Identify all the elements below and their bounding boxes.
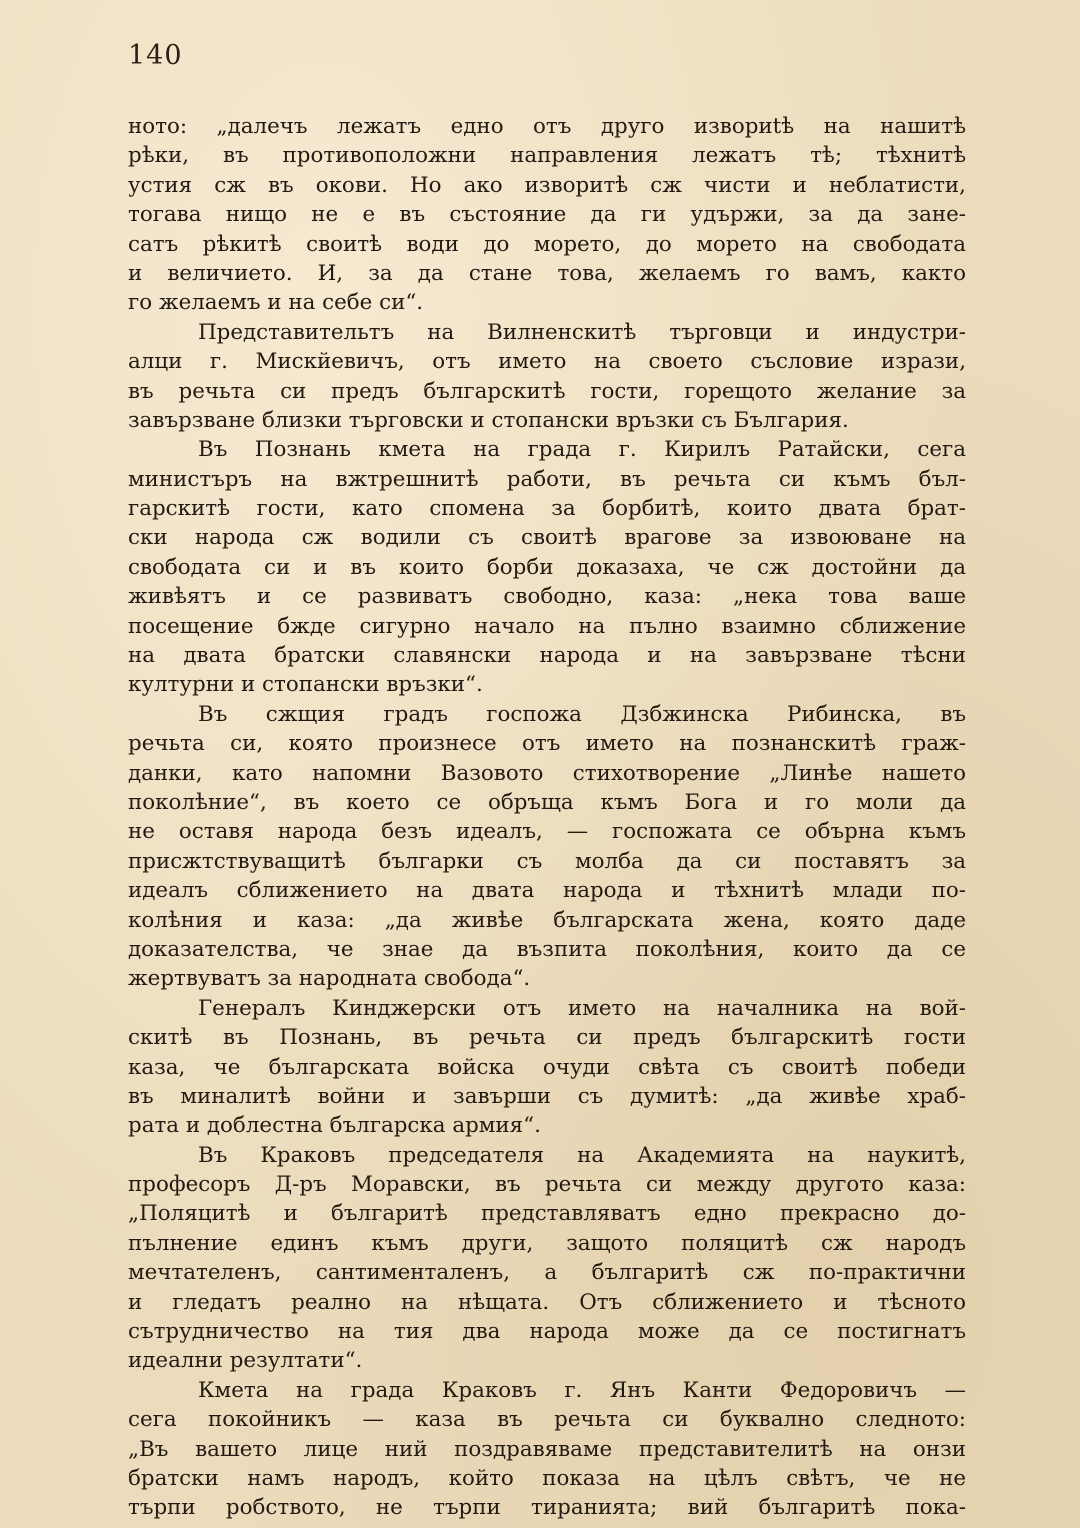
- text-line: Генералъ Кинджерски отъ името на началника на вой-: [198, 995, 966, 1021]
- text-line: данки, като напомни Вазовото стихотворение „Линѣе нашето: [128, 760, 966, 786]
- body-text: [128, 112, 966, 1523]
- text-line: го желаемъ и на себе си“.: [128, 290, 424, 316]
- text-line: завързване близки търговски и стопански връзки съ България.: [128, 407, 849, 433]
- text-line: жертвуватъ за народната свобода“.: [128, 966, 531, 992]
- text-line: колѣния и каза: „да живѣе българската жена, която даде: [128, 907, 966, 933]
- text-line: професоръ Д-ръ Моравски, въ речьта си между другото каза:: [128, 1172, 966, 1198]
- text-line: Въ Познань кмета на града г. Кирилъ Ратайски, сега: [198, 437, 966, 463]
- text-line: Представительтъ на Вилненскитѣ търговци и индустри-: [198, 319, 966, 345]
- text-line: търпи робството, не търпи тиранията; вий българитѣ пока-: [128, 1495, 966, 1521]
- text-line: сатъ рѣкитѣ своитѣ води до морето, до морето на свободата: [128, 231, 966, 257]
- text-line: свободата си и въ които борби доказаха, че сж достойни да: [128, 554, 966, 580]
- text-line: на двата братски славянски народа и на завързване тѣсни: [128, 643, 966, 669]
- text-line: ното: „далечъ лежатъ едно отъ друго извориtѣ на нашитѣ: [128, 114, 966, 139]
- text-line: гарскитѣ гости, като спомена за борбитѣ, които двата брат-: [128, 496, 966, 522]
- text-line: Въ Краковъ председателя на Академията на наукитѣ,: [198, 1142, 966, 1168]
- text-line: сътрудничество на тия два народа може да се постигнатъ: [128, 1319, 966, 1345]
- text-line: поколѣние“, въ което се обръща къмъ Бога и го моли да: [128, 789, 966, 815]
- text-line: не оставя народа безъ идеалъ, — госпожата се обърна къмъ: [128, 819, 966, 845]
- page-number: 140: [128, 40, 183, 71]
- text-line: скитѣ въ Познань, въ речьта си предъ българскитѣ гости: [128, 1025, 966, 1051]
- text-line: присжтствуващитѣ българки съ молба да си поставятъ за: [128, 848, 966, 874]
- text-line: министъръ на вжтрешнитѣ работи, въ речьта си къмъ бъл-: [128, 466, 966, 492]
- text-line: тогава нищо не е въ състояние да ги удържи, за да зане-: [128, 202, 966, 228]
- text-line: идеалъ сближението на двата народа и тѣхнитѣ млади по-: [128, 878, 966, 904]
- text-line: живѣятъ и се развиватъ свободно, каза: „нека това ваше: [128, 584, 966, 610]
- text-line: братски намъ народъ, който показа на цѣлъ свѣтъ, че не: [128, 1465, 966, 1491]
- text-line: Въ сжщия градъ госпожа Дзбжинска Рибинска, въ: [198, 701, 966, 727]
- text-line: въ миналитѣ войни и завърши съ думитѣ: „да живѣе храб-: [128, 1083, 966, 1109]
- text-line: Кмета на града Краковъ г. Янъ Канти Федоровичъ —: [198, 1377, 966, 1403]
- text-line: „Поляцитѣ и българитѣ представляватъ едно прекрасно до-: [128, 1201, 966, 1227]
- text-line: ски народа сж водили съ своитѣ врагове за извоюване на: [128, 525, 966, 551]
- text-line: речьта си, която произнесе отъ името на познанскитѣ граж-: [128, 731, 966, 757]
- text-line: пълнение единъ къмъ други, защото поляцитѣ сж народъ: [128, 1230, 966, 1256]
- text-line: сега покойникъ — каза въ речьта си буквално следното:: [128, 1407, 966, 1433]
- text-line: каза, че българската войска очуди свѣта съ своитѣ победи: [128, 1054, 966, 1080]
- text-line: идеални резултати“.: [128, 1348, 363, 1374]
- text-line: въ речьта си предъ българскитѣ гости, горещото желание за: [128, 378, 966, 404]
- text-line: посещение бжде сигурно начало на пълно взаимно сближение: [128, 613, 966, 639]
- text-line: алци г. Мискйевичъ, отъ името на своето съсловие изрази,: [128, 349, 966, 375]
- text-line: културни и стопански връзки“.: [128, 672, 483, 698]
- text-line: рѣки, въ противоположни направления лежатъ тѣ; тѣхнитѣ: [128, 143, 966, 169]
- text-line: устия сж въ окови. Но ако изворитѣ сж чисти и неблатисти,: [128, 172, 966, 198]
- text-line: рата и доблестна българска армия“.: [128, 1113, 541, 1139]
- text-line: и гледатъ реално на нѣщата. Отъ сближението и тѣсното: [128, 1289, 966, 1315]
- text-line: доказателства, че знае да възпита поколѣния, които да се: [128, 936, 966, 962]
- text-line: и величието. И, за да стане това, желаемъ го вамъ, както: [128, 260, 966, 286]
- text-line: „Въ вашето лице ний поздравяваме представителитѣ на онзи: [128, 1436, 966, 1462]
- text-line: мечтателенъ, сантименталенъ, а българитѣ сж по-практични: [128, 1260, 966, 1286]
